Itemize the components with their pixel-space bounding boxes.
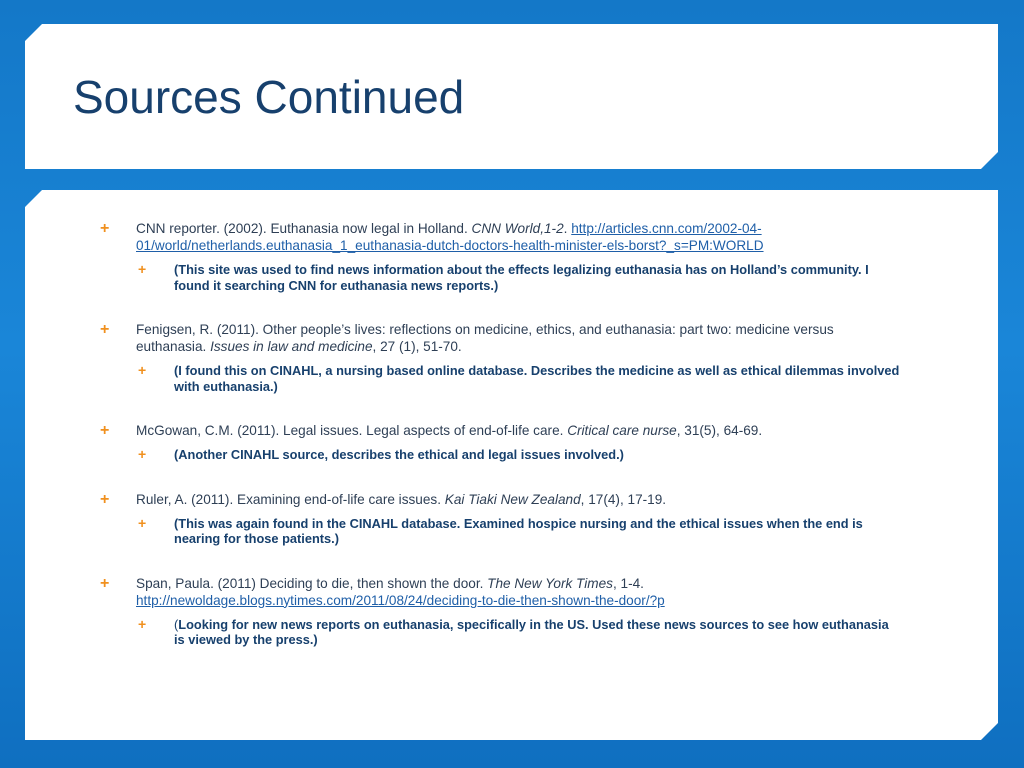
source-link[interactable]: http://articles.cnn.com/2002-04-01/world/netherlands.euthanasia_1_euthanasia-dutch-doctors-health-minister-els-borst?_s=PM:WORLD <box>136 221 764 253</box>
source-entry <box>100 575 900 648</box>
plus-subbullet-icon: + <box>138 362 147 378</box>
plus-bullet-icon: + <box>100 422 110 439</box>
source-entry <box>100 220 900 293</box>
citation-text: Span, Paula. (2011) Deciding to die, then shown the door. <box>136 575 488 591</box>
citation <box>100 321 900 355</box>
source-note <box>100 262 900 293</box>
plus-subbullet-icon: + <box>138 261 147 277</box>
plus-bullet-icon: + <box>100 574 110 592</box>
citation-text: Ruler, A. (2011). Examining end-of-life care issues. <box>136 491 445 507</box>
citation-detail: . <box>563 221 572 236</box>
source-note <box>100 516 900 547</box>
note-text: Looking for new news reports on euthanasia, specifically in the US. Used these news sources to see how euthanasia is viewed by the press.) <box>174 616 889 647</box>
note-text: (This was again found in the CINAHL database. Examined hospice nursing and the ethical issues when the end is nearing for those patients.) <box>174 515 863 546</box>
citation-text: Fenigsen, R. (2011). Other people’s lives: reflections on medicine, ethics, and euthanasia: part two: medicine versus euthanasia. <box>136 322 834 354</box>
plus-subbullet-icon: + <box>138 615 147 632</box>
source-note <box>100 363 900 394</box>
note-text: (Another CINAHL source, describes the ethical and legal issues involved.) <box>174 447 624 462</box>
plus-bullet-icon: + <box>100 321 110 338</box>
plus-subbullet-icon: + <box>138 514 147 531</box>
citation-journal: Issues in law and medicine <box>210 339 373 354</box>
citation-detail: , 17(4), 17-19. <box>580 491 667 507</box>
note-text: (I found this on CINAHL, a nursing based online database. Describes the medicine as well as ethical dilemmas involved with euthanasia.) <box>174 363 900 394</box>
plus-bullet-icon: + <box>100 220 110 237</box>
citation-detail: , 1-4. <box>612 575 644 591</box>
citation-text: CNN reporter. (2002). Euthanasia now legal in Holland. <box>136 221 472 236</box>
slide-title: Sources Continued <box>73 71 465 123</box>
citation-detail: , 31(5), 64-69. <box>676 423 763 438</box>
plus-subbullet-icon: + <box>138 446 147 462</box>
note-prefix: ( <box>174 616 179 632</box>
citation <box>100 575 900 609</box>
plus-bullet-icon: + <box>100 490 110 508</box>
citation-journal: The New York Times <box>487 575 613 591</box>
source-note <box>100 447 900 463</box>
citation-journal: Critical care nurse <box>567 423 677 438</box>
source-note <box>100 617 900 648</box>
note-text: (This site was used to find news information about the effects legalizing euthanasia has on Holland’s community. I found it searching CNN for euthanasia news reports.) <box>174 262 869 293</box>
source-entry <box>100 491 900 547</box>
citation-journal: CNN World,1-2 <box>471 221 564 236</box>
source-link[interactable]: http://newoldage.blogs.nytimes.com/2011/08/24/deciding-to-die-then-shown-the-door/?p <box>136 592 665 608</box>
sources-list <box>100 220 900 648</box>
citation <box>100 491 900 508</box>
citation <box>100 422 900 439</box>
citation <box>100 220 900 254</box>
source-entry <box>100 422 900 463</box>
citation-journal: Kai Tiaki New Zealand <box>444 491 581 507</box>
citation-text: McGowan, C.M. (2011). Legal issues. Legal aspects of end-of-life care. <box>136 423 568 438</box>
source-entry <box>100 321 900 394</box>
citation-detail: , 27 (1), 51-70. <box>372 339 462 354</box>
